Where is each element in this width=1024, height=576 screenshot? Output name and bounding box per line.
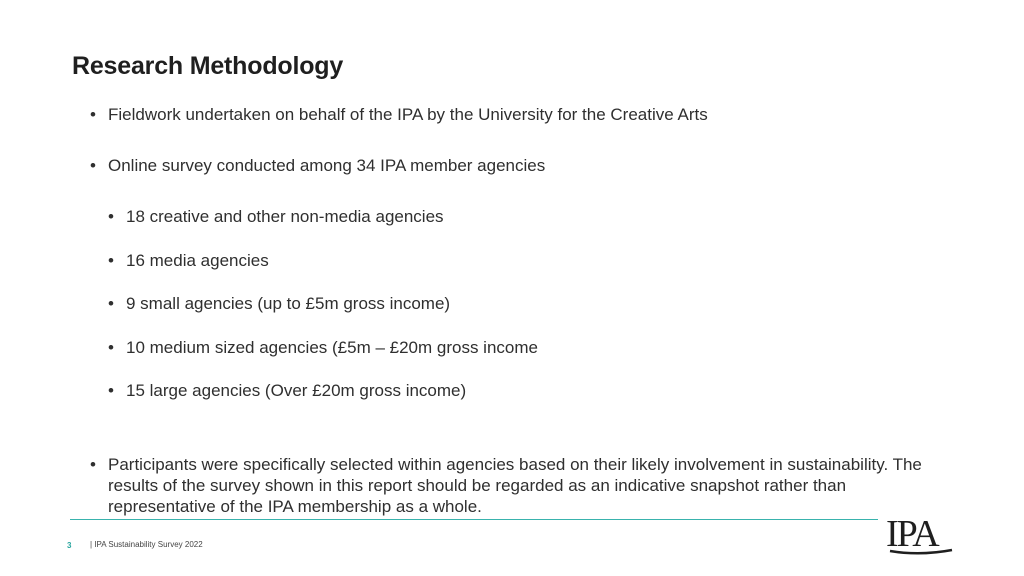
sub-bullet-item [108,337,538,358]
sub-bullet-item [108,380,467,401]
bullet-dot: • [108,381,114,400]
bullet-dot: • [90,156,96,175]
bullet-dot: • [90,105,96,124]
ipa-logo-text: IPA [886,513,938,555]
bullet-dot: • [108,251,114,270]
bullet-item [90,104,708,125]
sub-bullet-item [108,293,451,314]
ipa-logo [884,512,956,563]
footer-divider [70,519,878,520]
slide-title: Research Methodology [72,52,344,80]
sub-bullet-item [108,250,269,271]
sub-bullet-text: 16 media agencies [126,251,269,270]
bullet-dot: • [90,455,96,474]
sub-bullet-text: 18 creative and other non-media agencies [126,207,444,226]
sub-bullet-item [108,206,444,227]
bullet-text: Online survey conducted among 34 IPA member agencies [108,156,546,175]
bullet-item [90,155,546,176]
bullet-text: Participants were specifically selected within agencies based on their likely involvement in sustainability. The results of the survey shown in this report should be regarded as an indicative snapshot rather than representative of the IPA membership as a whole. [108,455,922,516]
page-number: 3 [67,541,72,550]
bullet-item [90,454,938,517]
sub-bullet-text: 10 medium sized agencies (£5m – £20m gross income [126,338,538,357]
sub-bullet-text: 15 large agencies (Over £20m gross income) [126,381,467,400]
footer-label: | IPA Sustainability Survey 2022 [90,540,203,549]
bullet-dot: • [108,338,114,357]
bullet-dot: • [108,207,114,226]
ipa-logo-mark [884,512,956,558]
bullet-text: Fieldwork undertaken on behalf of the IPA by the University for the Creative Arts [108,105,708,124]
sub-bullet-text: 9 small agencies (up to £5m gross income) [126,294,451,313]
bullet-dot: • [108,294,114,313]
